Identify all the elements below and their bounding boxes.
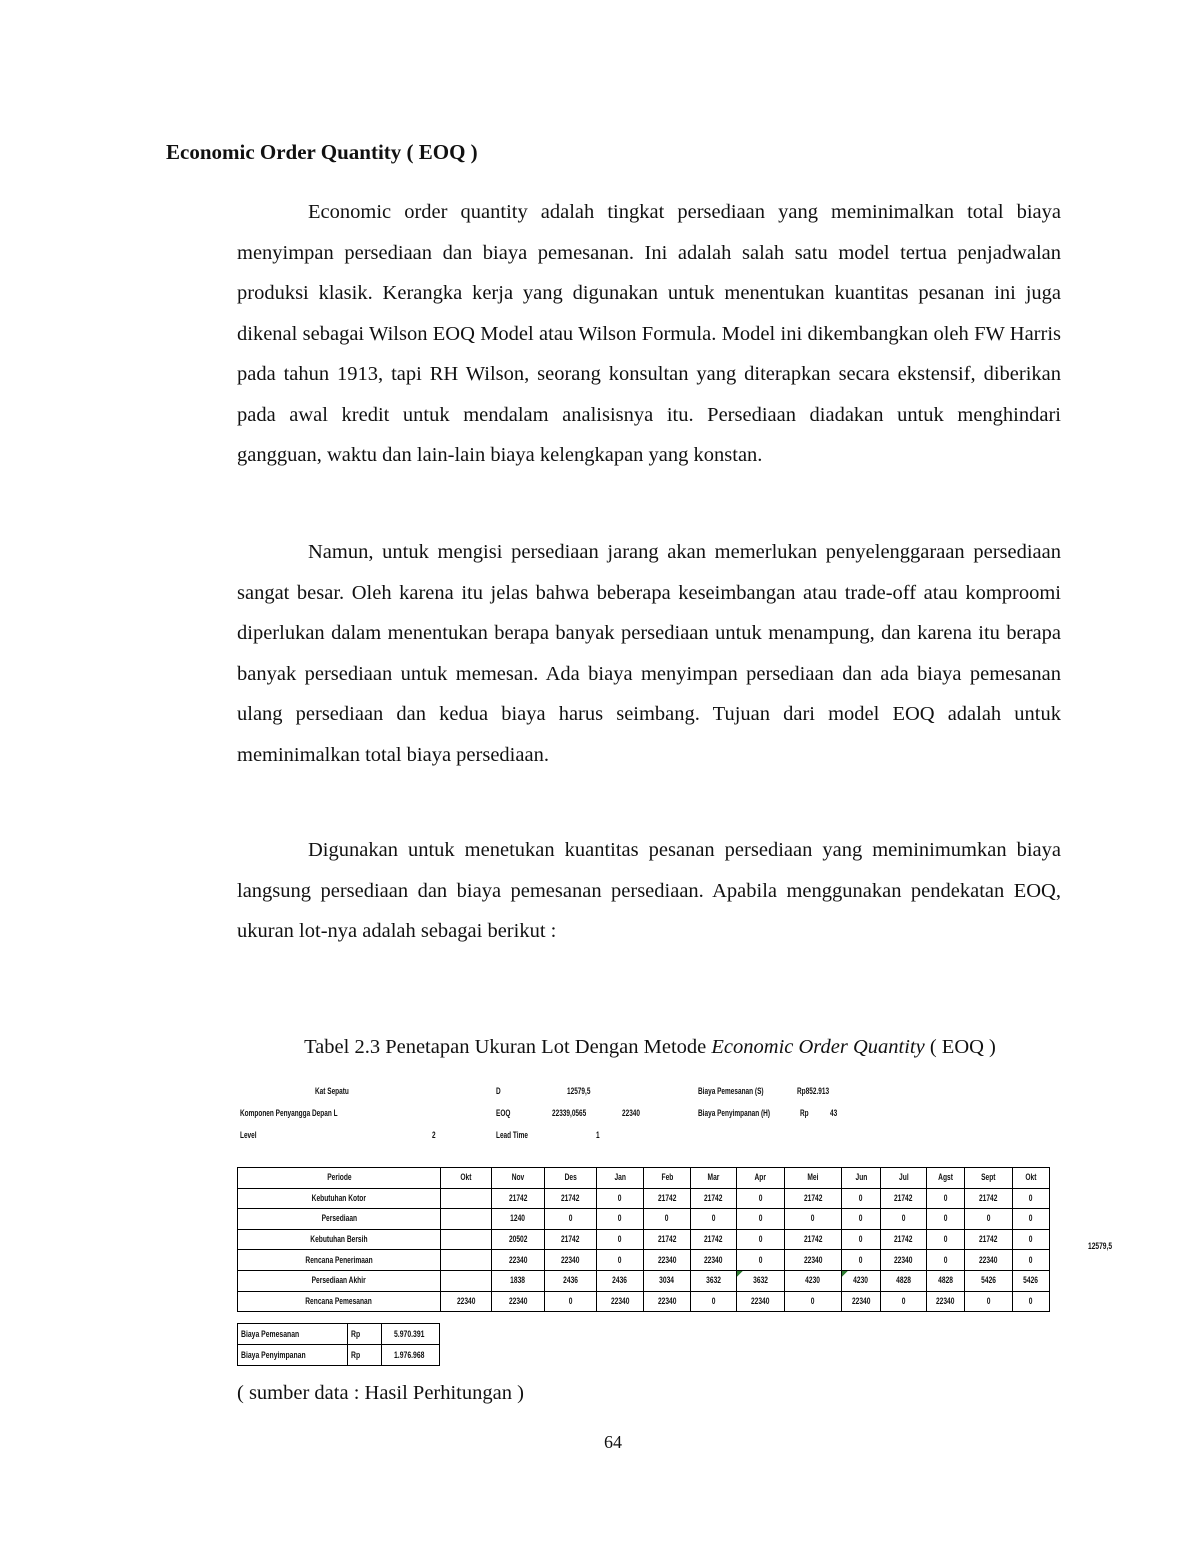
row-label: Kebutuhan Bersih <box>238 1229 441 1250</box>
paragraph-1: Economic order quantity adalah tingkat persediaan yang meminimalkan total biaya menyimpan persediaan dan biaya pemesanan. Ini adalah salah satu model tertua penjadwalan produksi klasik. Kerangka kerja yang digunakan untuk menentukan kuantitas pesanan ini juga dikenal sebagai Wilson EOQ Model atau Wilson Formula. Model ini dikembangkan oleh FW Harris pada tahun 1913, tapi RH Wilson, seorang konsultan yang diterapkan secara ekstensif, diberikan pada awal kredit untuk mendalam analisisnya itu. Persediaan diadakan untuk menghindari gangguan, waktu dan lain-lain biaya kelengkapan yang konstan. <box>237 201 1061 466</box>
table-cell: 22340 <box>644 1291 691 1312</box>
table-cell: 20502 <box>492 1229 545 1250</box>
cost-currency: Rp <box>348 1345 382 1366</box>
table-cell: 0 <box>644 1209 691 1230</box>
table-row <box>238 1270 1050 1291</box>
row-label: Persediaan Akhir <box>238 1270 441 1291</box>
table-cell: 0 <box>881 1209 927 1230</box>
header-cell: Mar <box>691 1168 737 1189</box>
param-d-value: 12579,5 <box>567 1086 591 1096</box>
table-cell: 2436 <box>597 1270 644 1291</box>
param-item-label: Kat Sepatu <box>315 1086 349 1096</box>
caption-italic: Economic Order Quantity <box>711 1036 925 1058</box>
table-cell: 2436 <box>545 1270 597 1291</box>
table-cell: 21742 <box>965 1229 1013 1250</box>
eoq-parameters <box>240 1082 860 1148</box>
table-cell: 0 <box>737 1250 785 1271</box>
cost-value: 5.970.391 <box>382 1324 440 1345</box>
param-level-value: 2 <box>432 1130 436 1140</box>
table-cell: 0 <box>691 1291 737 1312</box>
data-source-note: ( sumber data : Hasil Perhitungan ) <box>237 1382 524 1404</box>
table-cell: 22340 <box>441 1291 492 1312</box>
table-cell: 22340 <box>492 1250 545 1271</box>
header-cell: Periode <box>238 1168 441 1189</box>
table-cell: 0 <box>1013 1250 1050 1271</box>
param-eoq-value: 22339,0565 <box>552 1108 587 1118</box>
header-cell: Nov <box>492 1168 545 1189</box>
header-cell: Okt <box>1013 1168 1050 1189</box>
table-cell: 0 <box>545 1291 597 1312</box>
table-cell: 3034 <box>644 1270 691 1291</box>
table-cell: 0 <box>965 1291 1013 1312</box>
row-label: Persediaan <box>238 1209 441 1230</box>
table-cell: 0 <box>597 1209 644 1230</box>
param-level-label: Level <box>240 1130 257 1140</box>
table-cell: 22340 <box>737 1291 785 1312</box>
paragraph-3: Digunakan untuk menetukan kuantitas pesanan persediaan yang meminimumkan biaya langsung persediaan dan biaya pemesanan persediaan. Apabila menggunakan pendekatan EOQ, ukuran lot-nya adalah sebagai berikut : <box>237 839 1061 942</box>
table-cell: 0 <box>1013 1209 1050 1230</box>
header-cell: Feb <box>644 1168 691 1189</box>
table-row <box>238 1250 1050 1271</box>
row-label: Kebutuhan Kotor <box>238 1188 441 1209</box>
table-cell: 22340 <box>881 1250 927 1271</box>
table-cell <box>441 1209 492 1230</box>
param-eoq-label: EOQ <box>496 1108 511 1118</box>
table-cell: 22340 <box>965 1250 1013 1271</box>
table-cell: 21742 <box>691 1188 737 1209</box>
table-row <box>238 1209 1050 1230</box>
table-cell: 21742 <box>785 1188 842 1209</box>
param-d-label: D <box>496 1086 501 1096</box>
table-cell: 21742 <box>545 1188 597 1209</box>
table-cell: 22340 <box>691 1250 737 1271</box>
table-cell: 4828 <box>927 1270 965 1291</box>
table-caption <box>150 1036 1150 1059</box>
table-cell: 0 <box>927 1188 965 1209</box>
table-cell: 0 <box>842 1209 881 1230</box>
header-cell: Apr <box>737 1168 785 1189</box>
header-cell: Okt <box>441 1168 492 1189</box>
table-cell: 21742 <box>492 1188 545 1209</box>
header-cell: Sept <box>965 1168 1013 1189</box>
param-leadtime-label: Lead Time <box>496 1130 528 1140</box>
table-cell: 0 <box>1013 1188 1050 1209</box>
cost-value: 1.976.968 <box>382 1345 440 1366</box>
table-cell: 5426 <box>965 1270 1013 1291</box>
table-cell: 0 <box>785 1291 842 1312</box>
param-holding-cost-value: 43 <box>830 1108 838 1118</box>
section-heading: Economic Order Quantity ( EOQ ) <box>166 140 478 164</box>
table-cell: 21742 <box>644 1229 691 1250</box>
table-cell: 0 <box>597 1229 644 1250</box>
table-cell: 22340 <box>785 1250 842 1271</box>
header-cell: Mei <box>785 1168 842 1189</box>
table-cell: 0 <box>1013 1291 1050 1312</box>
header-cell: Des <box>545 1168 597 1189</box>
row-label: Rencana Pemesanan <box>238 1291 441 1312</box>
param-holding-cost-label: Biaya Penyimpanan (H) <box>698 1108 771 1118</box>
page-number: 64 <box>604 1432 622 1452</box>
param-order-cost-label: Biaya Pemesanan (S) <box>698 1086 764 1096</box>
param-holding-cost-rp: Rp <box>800 1108 809 1118</box>
header-cell: Agst <box>927 1168 965 1189</box>
table-cell: 3632 <box>691 1270 737 1291</box>
cost-label: Biaya Penyimpanan <box>238 1345 348 1366</box>
table-cell: 0 <box>927 1250 965 1271</box>
table-cell: 22340 <box>927 1291 965 1312</box>
caption-suffix: ( EOQ ) <box>924 1036 996 1058</box>
table-cell: 0 <box>881 1291 927 1312</box>
param-order-cost-value: Rp852.913 <box>797 1086 830 1096</box>
row-label: Rencana Penerimaan <box>238 1250 441 1271</box>
table-cell: 0 <box>597 1188 644 1209</box>
table-cell <box>441 1229 492 1250</box>
param-component-label: Komponen Penyangga Depan L <box>240 1108 338 1118</box>
cost-row <box>238 1345 440 1366</box>
table-cell: 0 <box>842 1250 881 1271</box>
table-cell: 0 <box>927 1229 965 1250</box>
table-cell: 22340 <box>597 1291 644 1312</box>
table-cell: 0 <box>691 1209 737 1230</box>
cost-summary-table <box>237 1323 440 1366</box>
cost-label: Biaya Pemesanan <box>238 1324 348 1345</box>
table-cell: 21742 <box>644 1188 691 1209</box>
table-cell: 0 <box>1013 1229 1050 1250</box>
param-eoq-rounded: 22340 <box>622 1108 641 1118</box>
caption-prefix: Tabel 2.3 Penetapan Ukuran Lot Dengan Metode <box>304 1036 712 1058</box>
table-cell: 0 <box>842 1229 881 1250</box>
table-side-value: 12579,5 <box>1088 1241 1113 1252</box>
table-cell: 21742 <box>881 1188 927 1209</box>
table-cell: 4828 <box>881 1270 927 1291</box>
table-cell: 0 <box>927 1209 965 1230</box>
table-row <box>238 1291 1050 1312</box>
paragraph-2: Namun, untuk mengisi persediaan jarang akan memerlukan penyelenggaraan persediaan sangat besar. Oleh karena itu jelas bahwa beberapa keseimbangan atau trade-off atau komproomi diperlukan dalam menentukan berapa banyak persediaan untuk menampung, dan karena itu berapa banyak persediaan untuk memesan. Ada biaya menyimpan persediaan dan ada biaya pemesanan ulang persediaan dan kedua biaya harus seimbang. Tujuan dari model EOQ adalah untuk meminimalkan total biaya persediaan. <box>237 541 1061 766</box>
table-cell: 21742 <box>965 1188 1013 1209</box>
table-cell: 21742 <box>545 1229 597 1250</box>
table-cell: 22340 <box>492 1291 545 1312</box>
table-cell: 0 <box>737 1188 785 1209</box>
table-cell <box>441 1270 492 1291</box>
table-cell: 1240 <box>492 1209 545 1230</box>
table-cell: 0 <box>965 1209 1013 1230</box>
table-cell: 0 <box>785 1209 842 1230</box>
table-cell: 22340 <box>545 1250 597 1271</box>
table-cell: 0 <box>545 1209 597 1230</box>
header-cell: Jun <box>842 1168 881 1189</box>
table-header-row <box>238 1168 1050 1189</box>
table-cell <box>441 1250 492 1271</box>
cost-row <box>238 1324 440 1345</box>
header-cell: Jan <box>597 1168 644 1189</box>
table-cell: 22340 <box>842 1291 881 1312</box>
table-cell: 0 <box>737 1209 785 1230</box>
table-cell: 21742 <box>691 1229 737 1250</box>
table-cell: 4230 <box>842 1270 881 1291</box>
eoq-table <box>237 1167 1050 1312</box>
table-row <box>238 1229 1050 1250</box>
table-cell: 0 <box>597 1250 644 1271</box>
table-row <box>238 1188 1050 1209</box>
table-cell: 1838 <box>492 1270 545 1291</box>
table-cell: 0 <box>842 1188 881 1209</box>
header-cell: Jul <box>881 1168 927 1189</box>
table-cell: 5426 <box>1013 1270 1050 1291</box>
table-cell: 21742 <box>785 1229 842 1250</box>
table-cell: 0 <box>737 1229 785 1250</box>
table-cell: 4230 <box>785 1270 842 1291</box>
table-cell: 21742 <box>881 1229 927 1250</box>
table-cell: 3632 <box>737 1270 785 1291</box>
table-cell <box>441 1188 492 1209</box>
cost-currency: Rp <box>348 1324 382 1345</box>
param-leadtime-value: 1 <box>596 1130 600 1140</box>
table-cell: 22340 <box>644 1250 691 1271</box>
